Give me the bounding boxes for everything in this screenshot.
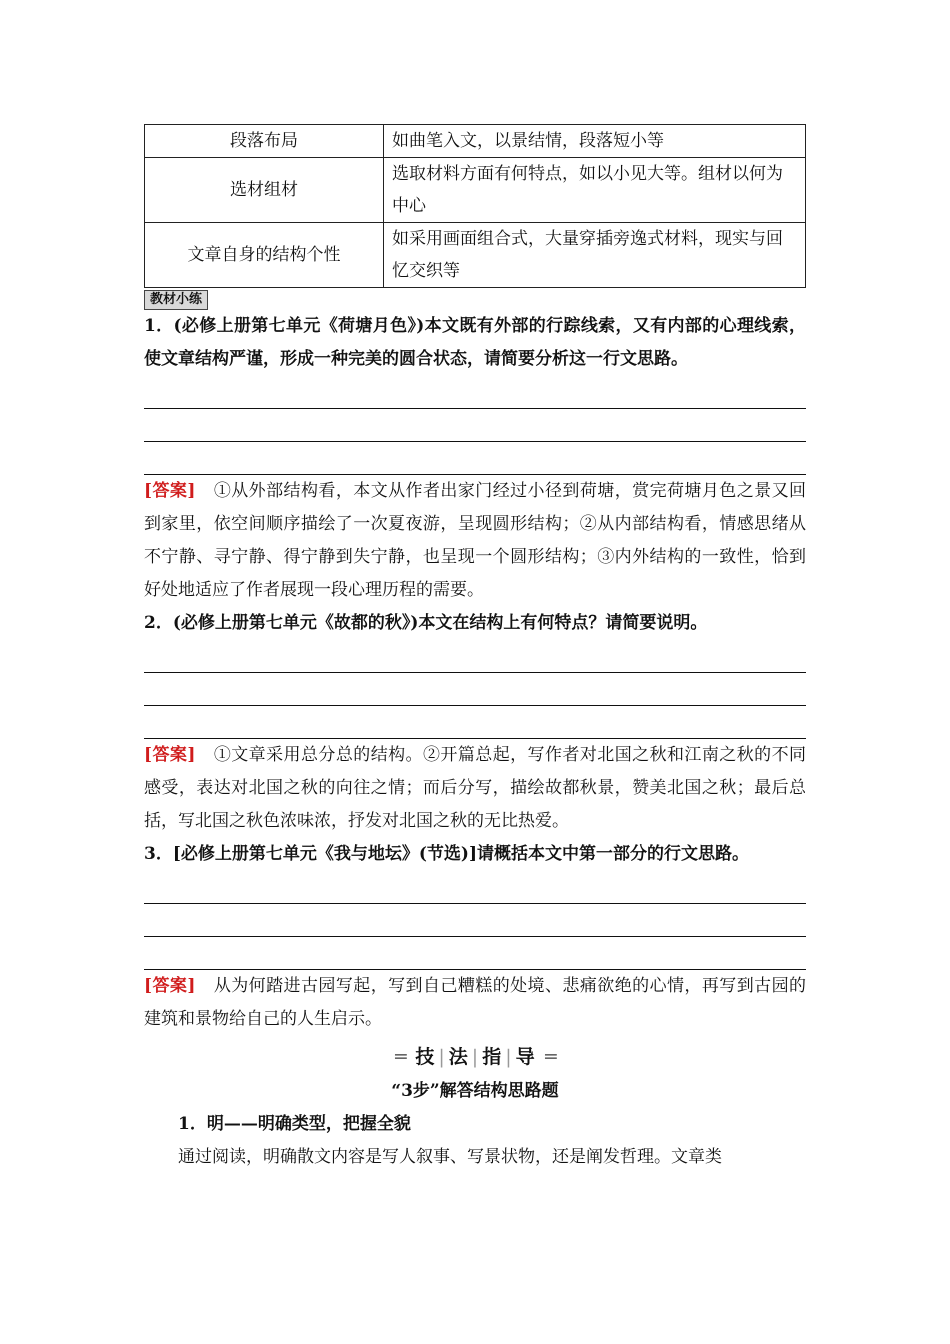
answer-text: 从为何踏进古园写起，写到自己糟糕的处境、悲痛欲绝的心情，再写到古园的建筑和景物给自己的人生启示。 [144, 976, 807, 1029]
table-row-value: 如曲笔入文，以景结情，段落短小等 [384, 125, 806, 158]
answer-line [144, 706, 806, 739]
answer-1 [144, 475, 806, 607]
table-row-label: 文章自身的结构个性 [145, 223, 384, 288]
title-char: 法 [448, 1046, 468, 1068]
answer-line [144, 409, 806, 442]
answer-label: [答案] [144, 745, 196, 765]
question-3: 3．[必修上册第七单元《我与地坛》(节选)]请概括本文中第一部分的行文思路。 [144, 844, 750, 864]
practice-tag: 教材小练 [144, 290, 208, 310]
table-row [145, 223, 806, 288]
table-row-value: 选取材料方面有何特点，如以小见大等。组材以何为中心 [384, 158, 806, 223]
answer-text: ①文章采用总分总的结构。②开篇总起，写作者对北国之秋和江南之秋的不同感受，表达对北国之秋的向往之情；而后分写，描绘故都秋景，赞美北国之秋；最后总括，写北国之秋色浓味浓，抒发对北国之秋的无比热爱。 [144, 745, 807, 831]
answer-line [144, 673, 806, 706]
title-separator: | [505, 1046, 512, 1068]
title-char: 技 [415, 1046, 435, 1068]
answer-line [144, 937, 806, 970]
answer-3 [144, 970, 806, 1036]
title-decoration-left: ═ [395, 1046, 405, 1068]
page-content [144, 124, 806, 1174]
table-row-label: 选材组材 [145, 158, 384, 223]
answer-label: [答案] [144, 481, 196, 501]
answer-line [144, 871, 806, 904]
answer-line [144, 376, 806, 409]
answer-line [144, 640, 806, 673]
answer-line [144, 904, 806, 937]
question-1: 1．(必修上册第七单元《荷塘月色》)本文既有外部的行踪线索，又有内部的心理线索，使文章结构严谨，形成一种完美的圆合状态，请简要分析这一行文思路。 [144, 316, 806, 369]
table-row [145, 158, 806, 223]
section-subtitle: “3步”解答结构思路题 [391, 1081, 559, 1101]
title-separator: | [471, 1046, 479, 1068]
answer-text: ①从外部结构看，本文从作者出家门经过小径到荷塘，赏完荷塘月色之景又回到家里，依空间顺序描绘了一次夏夜游，呈现圆形结构；②从内部结构看，情感思绪从不宁静、寻宁静、得宁静到失宁静，也呈现一个圆形结构；③内外结构的一致性，恰到好处地适应了作者展现一段心理历程的需要。 [144, 481, 807, 600]
answer-label: [答案] [144, 976, 196, 996]
title-char: 指 [482, 1046, 502, 1068]
section-title [144, 1040, 806, 1074]
structure-summary-table [144, 124, 806, 288]
table-row-value: 如采用画面组合式，大量穿插旁逸式材料，现实与回忆交织等 [384, 223, 806, 288]
answer-2 [144, 739, 806, 838]
table-row-label: 段落布局 [145, 125, 384, 158]
table-row [145, 125, 806, 158]
question-2: 2．(必修上册第七单元《故都的秋》)本文在结构上有何特点？请简要说明。 [144, 613, 708, 633]
title-separator: | [438, 1046, 445, 1068]
step-heading: 1．明——明确类型，把握全貌 [178, 1114, 411, 1134]
title-decoration-right: ═ [545, 1046, 555, 1068]
step-text: 通过阅读，明确散文内容是写人叙事、写景状物，还是阐发哲理。文章类 [178, 1147, 722, 1167]
title-char: 导 [515, 1046, 535, 1068]
answer-line [144, 442, 806, 475]
